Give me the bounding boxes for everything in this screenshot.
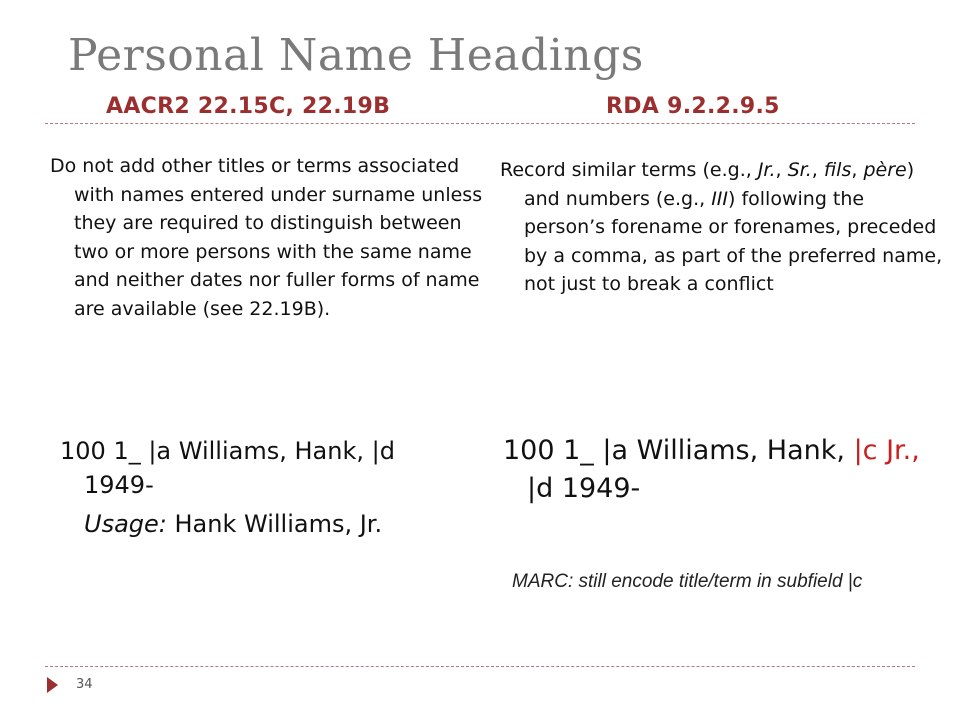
rda-marc-record <box>503 432 947 508</box>
aacr2-usage <box>84 510 382 538</box>
marc-note: MARC: still encode title/term in subfield |c <box>512 571 863 592</box>
aacr2-rule-text: Do not add other titles or terms associated with names entered under surname unless they are required to distinguish between two or more persons with the same name and neither dates nor fuller forms of name are available (see 22.19B). <box>50 155 483 320</box>
rda-marc-before: 100 1_ |a Williams, Hank, <box>503 435 854 466</box>
rda-example-pere: père <box>863 159 907 181</box>
rda-rule-text-part: Record similar terms (e.g., <box>500 159 758 181</box>
aacr2-column-heading: AACR2 22.15C, 22.19B <box>106 94 391 119</box>
rda-rule-text-part: , <box>851 159 864 181</box>
rda-example-sr: Sr. <box>787 159 812 181</box>
slide-title: Personal Name Headings <box>68 30 644 81</box>
rda-rule-text <box>500 156 944 299</box>
rda-example-iii: III <box>711 187 729 210</box>
rda-marc-subfield-c: |c Jr., <box>853 435 920 466</box>
rda-column-heading: RDA 9.2.2.9.5 <box>606 94 780 119</box>
rda-example-fils: fils <box>823 159 852 181</box>
rda-rule-text-part: , <box>775 159 788 181</box>
usage-value: Hank Williams, Jr. <box>166 510 383 538</box>
top-divider <box>45 123 915 124</box>
aacr2-marc-record: 100 1_ |a Williams, Hank, |d 1949- <box>60 437 395 499</box>
rda-example-jr: Jr. <box>757 159 776 181</box>
bottom-divider <box>45 666 915 667</box>
rda-rule-text-part: ) following the person’s forename or forenames, preceded by a comma, as part of the preferred name, not just to break a conflict <box>524 187 943 295</box>
rda-marc-after: |d 1949- <box>527 473 641 504</box>
rda-rule-text-part: , <box>811 159 824 181</box>
triangle-bullet-icon <box>47 677 58 693</box>
usage-label: Usage: <box>84 510 167 538</box>
page-number: 34 <box>76 677 93 692</box>
rda-rule-text-part: ) and numbers (e.g., <box>524 159 915 210</box>
